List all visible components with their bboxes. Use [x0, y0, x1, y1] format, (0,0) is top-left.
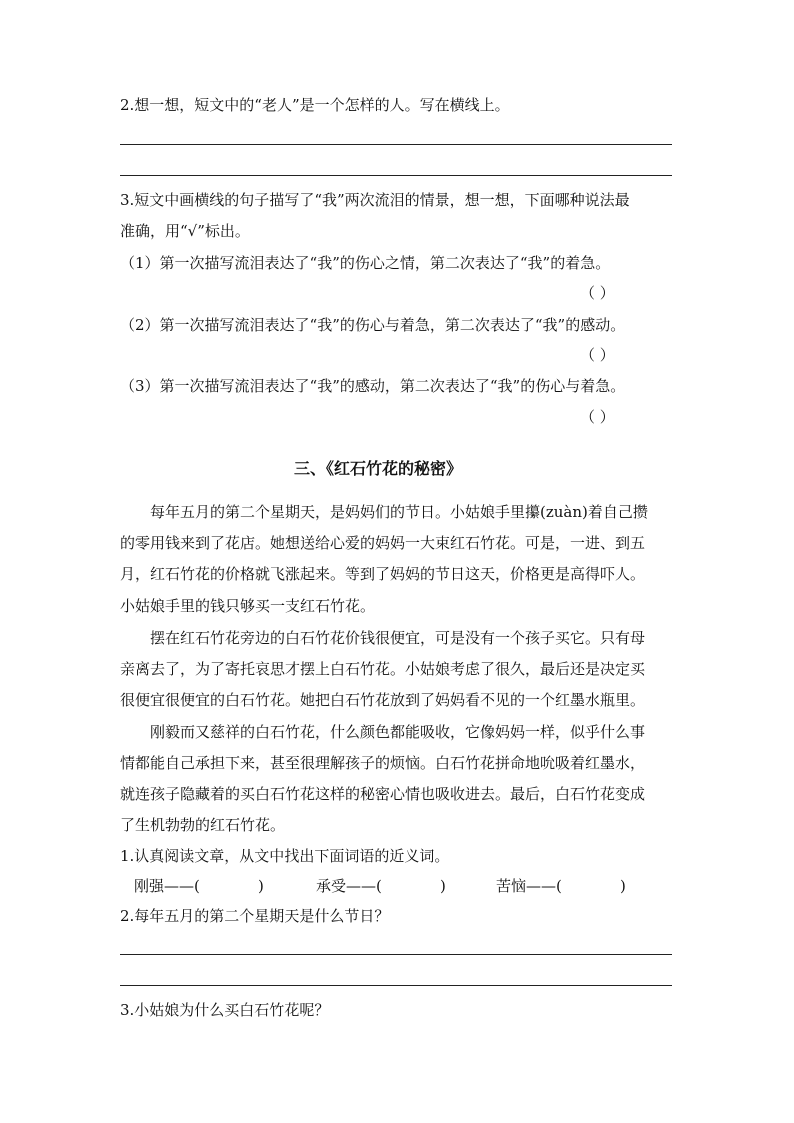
option-2-text: （2）第一次描写流泪表达了“我”的伤心与着急，第二次表达了“我”的感动。: [120, 316, 626, 334]
passage-line: 刚毅而又慈祥的白石竹花，什么颜色都能吸收，它像妈妈一样，似乎什么事: [150, 723, 646, 741]
question-2-text: 2.想一想，短文中的“老人”是一个怎样的人。写在横线上。: [120, 96, 510, 114]
option-1-bracket[interactable]: （ ）: [580, 284, 615, 302]
section-title: 三、《红石竹花的秘密》: [294, 459, 463, 478]
option-1-text: （1）第一次描写流泪表达了“我”的伤心之情，第二次表达了“我”的着急。: [120, 254, 611, 272]
passage-line: 月，红石竹花的价格就飞涨起来。等到了妈妈的节日这天，价格更是高得吓人。: [120, 565, 646, 583]
synonym-2-word: 承受——(: [316, 877, 382, 895]
answer-line[interactable]: [120, 144, 672, 145]
passage-line: 摆在红石竹花旁边的白石竹花价钱很便宜，可是没有一个孩子买它。只有母: [150, 629, 646, 647]
passage-line: 亲离去了，为了寄托哀思才摆上白石竹花。小姑娘考虑了很久，最后还是决定买: [120, 660, 646, 678]
passage-line: 就连孩子隐藏着的买白石竹花这样的秘密心情也吸收进去。最后，白石竹花变成: [120, 785, 646, 803]
passage-line: 很便宜很便宜的白石竹花。她把白石竹花放到了妈妈看不见的一个红墨水瓶里。: [120, 691, 646, 709]
synonym-1-word: 刚强——(: [134, 877, 200, 895]
option-3-text: （3）第一次描写流泪表达了“我”的感动，第二次表达了“我”的伤心与着急。: [120, 377, 626, 395]
passage-line: 每年五月的第二个星期天，是妈妈们的节日。小姑娘手里攥(zuàn)着自己攒: [150, 503, 648, 521]
answer-line[interactable]: [120, 175, 672, 176]
question-3-text-line1: 3.短文中画横线的句子描写了“我”两次流泪的情景，想一想，下面哪种说法最: [120, 191, 630, 209]
option-3-bracket[interactable]: （ ）: [580, 408, 615, 426]
answer-line[interactable]: [120, 954, 672, 955]
synonym-1-close[interactable]: ): [258, 877, 264, 895]
answer-line[interactable]: [120, 985, 672, 986]
synonym-3-word: 苦恼——(: [496, 877, 562, 895]
passage-line: 了生机勃勃的红石竹花。: [120, 816, 286, 834]
question-3-text-line2: 准确，用“√”标出。: [120, 222, 250, 240]
option-2-bracket[interactable]: （ ）: [580, 346, 615, 364]
s3-question-2-text: 2.每年五月的第二个星期天是什么节日？: [120, 907, 390, 925]
s3-question-3-text: 3.小姑娘为什么买白石竹花呢？: [120, 1001, 330, 1019]
passage-line: 小姑娘手里的钱只够买一支红石竹花。: [120, 597, 376, 615]
passage-line: 的零用钱来到了花店。她想送给心爱的妈妈一大束红石竹花。可是，一进、到五: [120, 534, 646, 552]
passage-line: 情都能自己承担下来，甚至很理解孩子的烦恼。白石竹花拼命地吮吸着红墨水，: [120, 754, 646, 772]
synonym-3-close[interactable]: ): [620, 877, 626, 895]
synonym-2-close[interactable]: ): [440, 877, 446, 895]
s3-question-1-text: 1.认真阅读文章，从文中找出下面词语的近义词。: [120, 847, 450, 865]
